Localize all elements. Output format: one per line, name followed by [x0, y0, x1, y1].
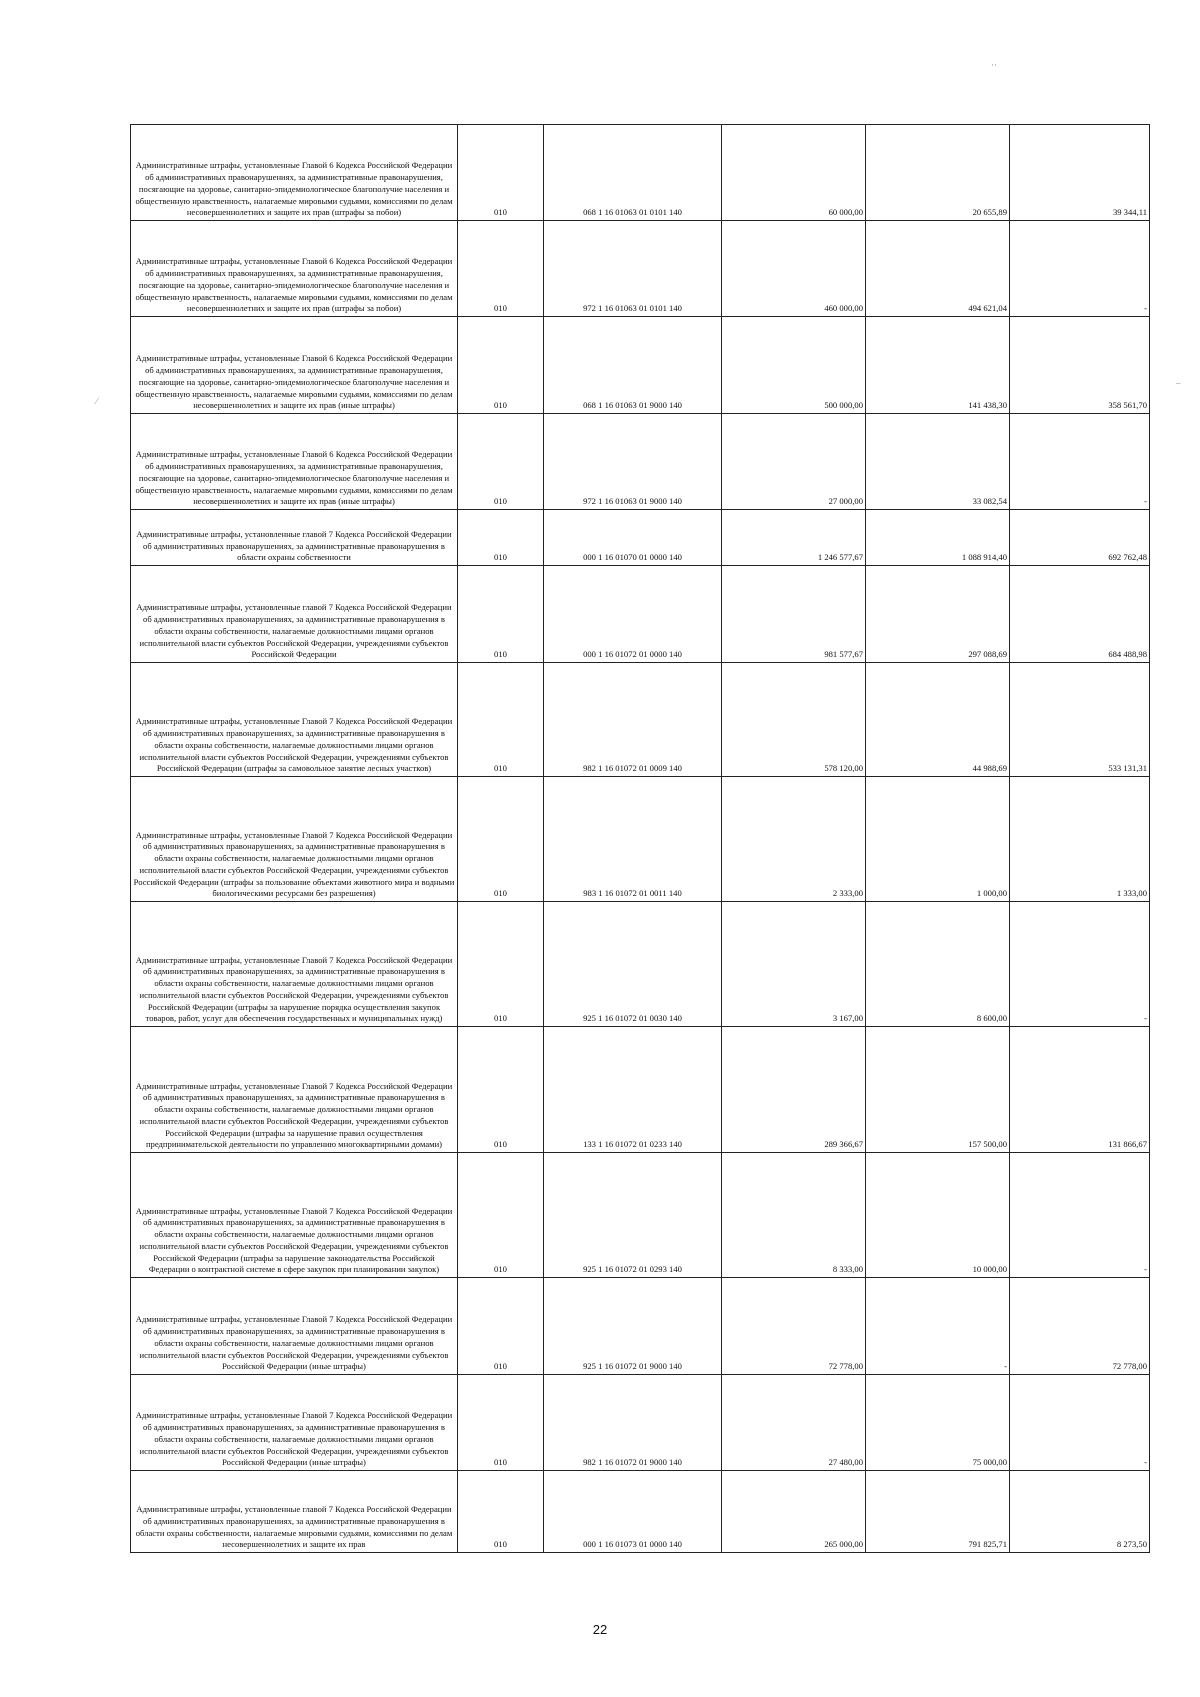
row-unexecuted-amount: 358 561,70 — [1010, 317, 1150, 414]
table-row — [131, 1375, 1150, 1471]
row-approved-amount: 981 577,67 — [722, 566, 866, 663]
row-executed-amount: 20 655,89 — [866, 125, 1010, 221]
row-executed-amount: 8 600,00 — [866, 902, 1010, 1027]
row-approved-amount: 72 778,00 — [722, 1278, 866, 1375]
table-row — [131, 317, 1150, 414]
row-approved-amount: 27 000,00 — [722, 414, 866, 510]
row-line-code: 010 — [458, 317, 544, 414]
table-row — [131, 1278, 1150, 1375]
row-budget-code: 983 1 16 01072 01 0011 140 — [544, 777, 722, 902]
row-line-code: 010 — [458, 125, 544, 221]
row-description: Административные штрафы, установленные главой 7 Кодекса Российской Федерации об административных правонарушениях, за административные правонарушения в области охраны собственности, налагаемые мировыми судьями, комиссиями по делам несовершеннолетних и защите их прав — [131, 1471, 458, 1553]
row-line-code: 010 — [458, 902, 544, 1027]
row-approved-amount: 289 366,67 — [722, 1027, 866, 1153]
table-row — [131, 125, 1150, 221]
table-row — [131, 1153, 1150, 1278]
table-row — [131, 663, 1150, 777]
row-description: Административные штрафы, установленные Главой 6 Кодекса Российской Федерации об административных правонарушениях, за административные правонарушения, посягающие на здоровье, санитарно-эпидемиологическое благополучие населения и общественную нравственность, налагаемые мировыми судьями, комиссиями по делам несовершеннолетних и защите их прав (иные штрафы) — [131, 414, 458, 510]
row-description: Административные штрафы, установленные Главой 6 Кодекса Российской Федерации об административных правонарушениях, за административные правонарушения, посягающие на здоровье, санитарно-эпидемиологическое благополучие населения и общественную нравственность, налагаемые мировыми судьями, комиссиями по делам несовершеннолетних и защите их прав (штрафы за побои) — [131, 221, 458, 317]
row-executed-amount: 10 000,00 — [866, 1153, 1010, 1278]
row-line-code: 010 — [458, 414, 544, 510]
row-description: Административные штрафы, установленные главой 7 Кодекса Российской Федерации об административных правонарушениях, за административные правонарушения в области охраны собственности — [131, 510, 458, 566]
row-description: Административные штрафы, установленные Главой 7 Кодекса Российской Федерации об административных правонарушениях, за административные правонарушения в области охраны собственности, налагаемые должностными лицами органов исполнительной власти субъектов Российской Федерации, учреждениями субъектов Российской Федерации (штрафы за самовольное занятие лесных участков) — [131, 663, 458, 777]
row-approved-amount: 265 000,00 — [722, 1471, 866, 1553]
table-row — [131, 414, 1150, 510]
row-unexecuted-amount: 39 344,11 — [1010, 125, 1150, 221]
table-row — [131, 902, 1150, 1027]
revenue-table-body — [131, 125, 1150, 1553]
page-number: 22 — [592, 1622, 608, 1637]
row-line-code: 010 — [458, 777, 544, 902]
row-unexecuted-amount: - — [1010, 414, 1150, 510]
table-row — [131, 510, 1150, 566]
row-line-code: 010 — [458, 1278, 544, 1375]
row-approved-amount: 27 480,00 — [722, 1375, 866, 1471]
row-executed-amount: 157 500,00 — [866, 1027, 1010, 1153]
row-budget-code: 000 1 16 01073 01 0000 140 — [544, 1471, 722, 1553]
row-executed-amount: 791 825,71 — [866, 1471, 1010, 1553]
row-approved-amount: 500 000,00 — [722, 317, 866, 414]
row-unexecuted-amount: - — [1010, 221, 1150, 317]
row-budget-code: 925 1 16 01072 01 0030 140 — [544, 902, 722, 1027]
row-budget-code: 133 1 16 01072 01 0233 140 — [544, 1027, 722, 1153]
row-executed-amount: 141 438,30 — [866, 317, 1010, 414]
row-line-code: 010 — [458, 510, 544, 566]
scan-speck: ·· — [991, 60, 997, 70]
row-unexecuted-amount: 684 488,98 — [1010, 566, 1150, 663]
row-budget-code: 982 1 16 01072 01 0009 140 — [544, 663, 722, 777]
row-approved-amount: 1 246 577,67 — [722, 510, 866, 566]
row-budget-code: 972 1 16 01063 01 9000 140 — [544, 414, 722, 510]
row-approved-amount: 3 167,00 — [722, 902, 866, 1027]
row-unexecuted-amount: 1 333,00 — [1010, 777, 1150, 902]
row-unexecuted-amount: 8 273,50 — [1010, 1471, 1150, 1553]
row-budget-code: 068 1 16 01063 01 9000 140 — [544, 317, 722, 414]
row-executed-amount: 75 000,00 — [866, 1375, 1010, 1471]
row-budget-code: 972 1 16 01063 01 0101 140 — [544, 221, 722, 317]
row-unexecuted-amount: 72 778,00 — [1010, 1278, 1150, 1375]
row-description: Административные штрафы, установленные Главой 7 Кодекса Российской Федерации об административных правонарушениях, за административные правонарушения в области охраны собственности, налагаемые должностными лицами органов исполнительной власти субъектов Российской Федерации, учреждениями субъектов Российской Федерации (штрафы за нарушение правил осуществления предпринимательской деятельности по управлению многоквартирными домами) — [131, 1027, 458, 1153]
row-budget-code: 925 1 16 01072 01 9000 140 — [544, 1278, 722, 1375]
row-executed-amount: 44 988,69 — [866, 663, 1010, 777]
row-executed-amount: - — [866, 1278, 1010, 1375]
table-row — [131, 566, 1150, 663]
row-line-code: 010 — [458, 566, 544, 663]
row-description: Административные штрафы, установленные Главой 7 Кодекса Российской Федерации об административных правонарушениях, за административные правонарушения в области охраны собственности, налагаемые должностными лицами органов исполнительной власти субъектов Российской Федерации, учреждениями субъектов Российской Федерации (штрафы за нарушение законодательства Российской Федерации о контрактной системе в сфере закупок при планировании закупок) — [131, 1153, 458, 1278]
row-description: Административные штрафы, установленные Главой 7 Кодекса Российской Федерации об административных правонарушениях, за административные правонарушения в области охраны собственности, налагаемые должностными лицами органов исполнительной власти субъектов Российской Федерации, учреждениями субъектов Российской Федерации (иные штрафы) — [131, 1278, 458, 1375]
row-approved-amount: 8 333,00 — [722, 1153, 866, 1278]
row-budget-code: 068 1 16 01063 01 0101 140 — [544, 125, 722, 221]
table-row — [131, 777, 1150, 902]
table-row — [131, 1027, 1150, 1153]
row-executed-amount: 494 621,04 — [866, 221, 1010, 317]
row-line-code: 010 — [458, 1027, 544, 1153]
row-unexecuted-amount: 692 762,48 — [1010, 510, 1150, 566]
row-approved-amount: 2 333,00 — [722, 777, 866, 902]
row-budget-code: 000 1 16 01072 01 0000 140 — [544, 566, 722, 663]
row-line-code: 010 — [458, 1153, 544, 1278]
scan-speck: ⁄ — [96, 396, 98, 406]
row-description: Административные штрафы, установленные Главой 7 Кодекса Российской Федерации об административных правонарушениях, за административные правонарушения в области охраны собственности, налагаемые должностными лицами органов исполнительной власти субъектов Российской Федерации, учреждениями субъектов Российской Федерации (иные штрафы) — [131, 1375, 458, 1471]
row-description: Административные штрафы, установленные Главой 6 Кодекса Российской Федерации об административных правонарушениях, за административные правонарушения, посягающие на здоровье, санитарно-эпидемиологическое благополучие населения и общественную нравственность, налагаемые мировыми судьями, комиссиями по делам несовершеннолетних и защите их прав (иные штрафы) — [131, 317, 458, 414]
row-unexecuted-amount: 533 131,31 — [1010, 663, 1150, 777]
row-executed-amount: 33 082,54 — [866, 414, 1010, 510]
table-row — [131, 1471, 1150, 1553]
row-budget-code: 925 1 16 01072 01 0293 140 — [544, 1153, 722, 1278]
row-line-code: 010 — [458, 1375, 544, 1471]
row-unexecuted-amount: - — [1010, 1375, 1150, 1471]
row-line-code: 010 — [458, 663, 544, 777]
row-budget-code: 982 1 16 01072 01 9000 140 — [544, 1375, 722, 1471]
row-approved-amount: 578 120,00 — [722, 663, 866, 777]
row-unexecuted-amount: 131 866,67 — [1010, 1027, 1150, 1153]
row-unexecuted-amount: - — [1010, 902, 1150, 1027]
revenue-table — [130, 124, 1150, 1553]
row-executed-amount: 1 088 914,40 — [866, 510, 1010, 566]
row-description: Административные штрафы, установленные Главой 7 Кодекса Российской Федерации об административных правонарушениях, за административные правонарушения в области охраны собственности, налагаемые должностными лицами органов исполнительной власти субъектов Российской Федерации, учреждениями субъектов Российской Федерации (штрафы за пользование объектами животного мира и водными биологическими ресурсами без разрешения) — [131, 777, 458, 902]
scan-speck: – — [1176, 378, 1181, 388]
row-description: Административные штрафы, установленные Главой 7 Кодекса Российской Федерации об административных правонарушениях, за административные правонарушения в области охраны собственности, налагаемые должностными лицами органов исполнительной власти субъектов Российской Федерации, учреждениями субъектов Российской Федерации (штрафы за нарушение порядка осуществления закупок товаров, работ, услуг для обеспечения государственных и муниципальных нужд) — [131, 902, 458, 1027]
row-description: Административные штрафы, установленные Главой 6 Кодекса Российской Федерации об административных правонарушениях, за административные правонарушения, посягающие на здоровье, санитарно-эпидемиологическое благополучие населения и общественную нравственность, налагаемые мировыми судьями, комиссиями по делам несовершеннолетних и защите их прав (штрафы за побои) — [131, 125, 458, 221]
table-row — [131, 221, 1150, 317]
row-description: Административные штрафы, установленные главой 7 Кодекса Российской Федерации об административных правонарушениях, за административные правонарушения в области охраны собственности, налагаемые должностными лицами органов исполнительной власти субъектов Российской Федерации, учреждениями субъектов Российской Федерации — [131, 566, 458, 663]
row-line-code: 010 — [458, 1471, 544, 1553]
row-unexecuted-amount: - — [1010, 1153, 1150, 1278]
row-approved-amount: 460 000,00 — [722, 221, 866, 317]
row-approved-amount: 60 000,00 — [722, 125, 866, 221]
row-executed-amount: 1 000,00 — [866, 777, 1010, 902]
row-executed-amount: 297 088,69 — [866, 566, 1010, 663]
row-line-code: 010 — [458, 221, 544, 317]
row-budget-code: 000 1 16 01070 01 0000 140 — [544, 510, 722, 566]
